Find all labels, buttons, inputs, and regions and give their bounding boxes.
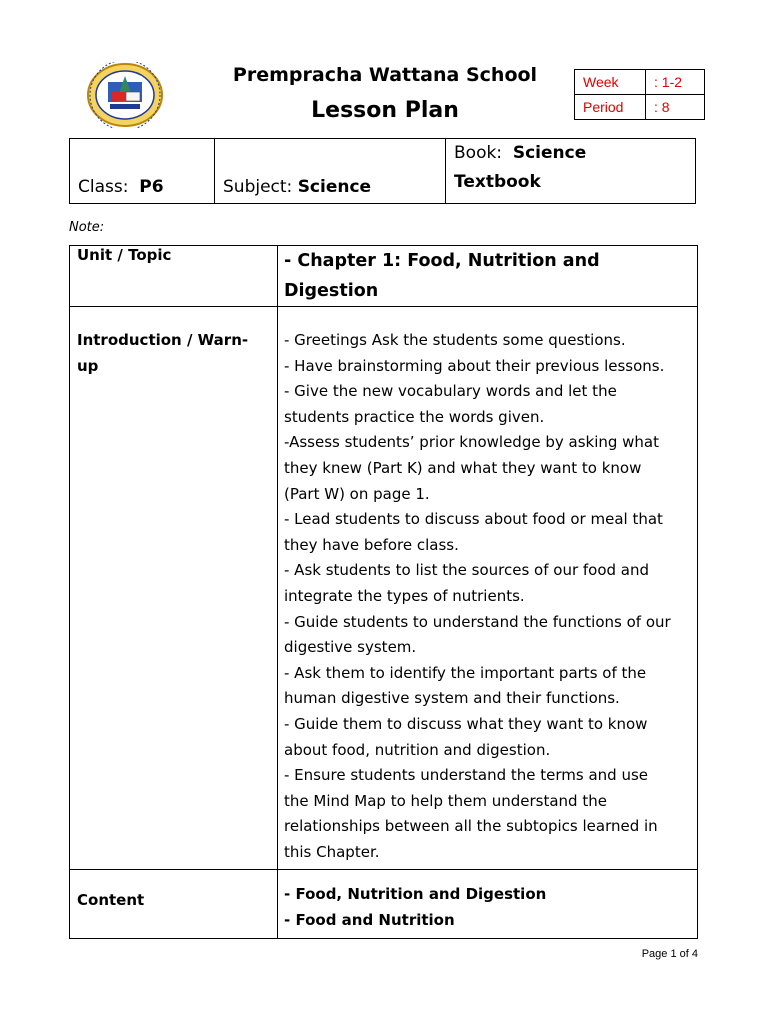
week-period-box <box>574 69 705 120</box>
intro-line: -Assess students’ prior knowledge by asking what <box>284 433 660 452</box>
unit-topic-value <box>278 246 698 307</box>
note-label: Note: <box>69 220 105 235</box>
page-title: Lesson Plan <box>311 98 459 123</box>
lesson-table <box>69 245 698 939</box>
book-cell <box>446 139 696 204</box>
intro-line: - Ask students to list the sources of our food and <box>284 561 650 580</box>
period-value: : 8 <box>646 95 705 120</box>
intro-line: about food, nutrition and digestion. <box>284 740 551 759</box>
class-cell <box>70 139 215 204</box>
book-value-2: Textbook <box>454 172 541 192</box>
class-info-table <box>69 138 696 204</box>
unit-topic-label: Unit / Topic <box>70 246 278 307</box>
intro-line: - Greetings Ask the students some questions. <box>284 331 626 349</box>
intro-line: - Guide them to discuss what they want to know <box>284 714 648 733</box>
intro-line: relationships between all the subtopics learned in <box>284 817 658 836</box>
class-label: Class: <box>78 177 129 197</box>
class-value: P6 <box>139 177 164 197</box>
book-label: Book: <box>454 143 503 163</box>
intro-line: they have before class. <box>284 535 459 554</box>
book-value: Science <box>512 143 587 163</box>
intro-line: - Ask them to identify the important parts of the <box>284 663 647 682</box>
intro-line: digestive system. <box>284 638 417 657</box>
subject-label: Subject: <box>223 177 293 197</box>
content-line: - Food and Nutrition <box>284 911 455 930</box>
intro-line: integrate the types of nutrients. <box>284 586 525 605</box>
content-line: - Food, Nutrition and Digestion <box>284 885 547 904</box>
period-label: Period <box>575 95 646 120</box>
subject-value: Science <box>297 177 372 197</box>
week-value: : 1-2 <box>646 70 705 95</box>
page-number: Page 1 of 4 <box>641 948 698 960</box>
topic-line: Digestion <box>284 281 379 301</box>
introduction-value <box>278 307 698 870</box>
subject-cell <box>215 139 446 204</box>
table-row <box>70 246 698 307</box>
intro-line: - Ensure students understand the terms and use <box>284 766 648 785</box>
topic-line: - Chapter 1: Food, Nutrition and <box>284 251 600 271</box>
introduction-label: Introduction / Warn- up <box>70 307 278 870</box>
intro-line: human digestive system and their functions. <box>284 689 620 708</box>
intro-line: (Part W) on page 1. <box>284 484 430 503</box>
intro-line: - Give the new vocabulary words and let the <box>284 382 617 401</box>
content-label: Content <box>70 870 278 939</box>
school-name: Prempracha Wattana School <box>232 64 538 86</box>
table-row <box>70 307 698 870</box>
table-row <box>70 870 698 939</box>
intro-line: the Mind Map to help them understand the <box>284 791 607 810</box>
week-label: Week <box>575 70 646 95</box>
intro-line: they knew (Part K) and what they want to know <box>284 458 642 477</box>
school-emblem-icon <box>86 62 164 128</box>
intro-line: - Guide students to understand the functions of our <box>284 612 671 631</box>
content-value <box>278 870 698 939</box>
intro-line: students practice the words given. <box>284 407 545 426</box>
intro-line: - Have brainstorming about their previous lessons. <box>284 356 665 375</box>
intro-line: this Chapter. <box>284 842 380 861</box>
intro-line: - Lead students to discuss about food or meal that <box>284 510 663 529</box>
